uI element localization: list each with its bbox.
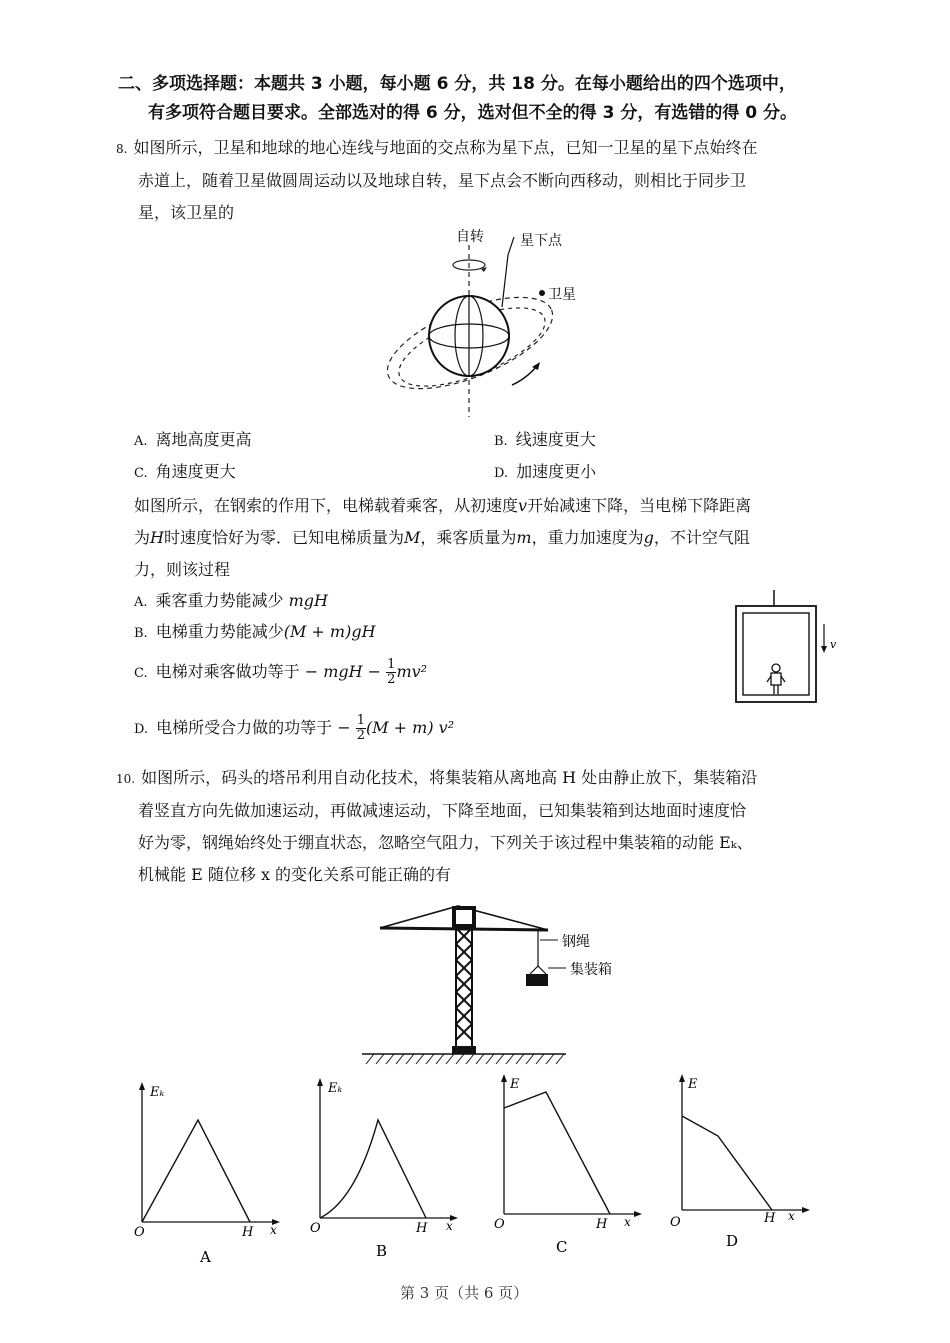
graph-b-curve bbox=[320, 1120, 426, 1218]
velocity-label: v bbox=[830, 638, 837, 651]
question-number: 10. bbox=[116, 772, 136, 786]
page-footer: 第 3 页（共 6 页） bbox=[400, 1284, 529, 1302]
subpoint-label: 星下点 bbox=[520, 233, 562, 249]
q9-option-c[interactable]: C. 电梯对乘客做功等于 − mgH − $\frac{1}{2}$ mv² bbox=[134, 657, 428, 687]
q8-option-c[interactable]: C. 角速度更大 bbox=[134, 462, 236, 481]
section-heading bbox=[118, 70, 858, 128]
graph-b-xlabel: x bbox=[446, 1219, 453, 1233]
graph-b-xmark: H bbox=[416, 1221, 428, 1236]
elevator-figure bbox=[730, 588, 840, 708]
satellite-earth-figure bbox=[380, 225, 580, 420]
question-10 bbox=[116, 762, 846, 891]
container-box bbox=[526, 974, 548, 986]
graph-c-xlabel: x bbox=[624, 1215, 631, 1229]
graph-d-xlabel: x bbox=[788, 1209, 795, 1223]
q8-line2: 赤道上，随着卫星做圆周运动以及地球自转，星下点会不断向西移动，则相比于同步卫 bbox=[138, 171, 747, 190]
graph-b[interactable] bbox=[306, 1074, 466, 1264]
graph-c-curve bbox=[504, 1092, 610, 1214]
q9-line2: 为H时速度恰好为零．已知电梯质量为M，乘客质量为m，重力加速度为g，不计空气阻 bbox=[134, 528, 750, 547]
q9-option-a[interactable]: A. 乘客重力势能减少 mgH bbox=[134, 591, 328, 610]
graph-c-ylabel: E bbox=[510, 1077, 520, 1092]
rope-label: 钢绳 bbox=[562, 934, 590, 950]
question-number: 8. bbox=[116, 142, 128, 156]
subpoint-pointer bbox=[502, 237, 514, 307]
q8-option-b[interactable]: B. 线速度更大 bbox=[494, 430, 596, 449]
passenger-icon bbox=[767, 664, 785, 694]
q9-line3: 力，则该过程 bbox=[134, 560, 231, 579]
graph-d-ylabel: E bbox=[688, 1077, 698, 1092]
graph-d-origin: O bbox=[670, 1215, 681, 1230]
graph-a-xmark: H bbox=[242, 1225, 254, 1240]
graph-a-ylabel: Eₖ bbox=[150, 1085, 165, 1100]
graph-a-caption: A bbox=[200, 1248, 211, 1266]
crane-tower bbox=[456, 926, 472, 1050]
container-label: 集装箱 bbox=[570, 962, 612, 978]
graph-b-ylabel: Eₖ bbox=[328, 1081, 343, 1096]
graph-c-caption: C bbox=[556, 1238, 568, 1256]
graph-b-origin: O bbox=[310, 1221, 321, 1236]
section-heading-line2: 有多项符合题目要求。全部选对的得 6 分，选对但不全的得 3 分，有选错的得 0 分。 bbox=[148, 103, 797, 123]
q8-line1: 如图所示，卫星和地球的地心连线与地面的交点称为星下点，已知一卫星的星下点始终在 bbox=[133, 138, 758, 157]
section-heading-line1: 二、多项选择题：本题共 3 小题，每小题 6 分，共 18 分。在每小题给出的四个选项中， bbox=[118, 74, 796, 94]
question-9 bbox=[134, 490, 844, 586]
satellite-label: 卫星 bbox=[548, 287, 576, 303]
graph-d-curve bbox=[682, 1116, 772, 1210]
q10-line4: 机械能 E 随位移 x 的变化关系可能正确的有 bbox=[138, 865, 452, 884]
graph-c-xmark: H bbox=[596, 1217, 608, 1232]
graph-a-xlabel: x bbox=[270, 1223, 277, 1237]
graph-a-curve bbox=[142, 1120, 250, 1222]
graph-a-origin: O bbox=[134, 1225, 145, 1240]
graph-d-xmark: H bbox=[764, 1211, 776, 1226]
graph-c[interactable] bbox=[490, 1070, 650, 1260]
q9-line1: 如图所示，在钢索的作用下，电梯载着乘客，从初速度v开始减速下降，当电梯下降距离 bbox=[134, 496, 752, 515]
q8-option-a[interactable]: A. 离地高度更高 bbox=[134, 430, 252, 449]
q8-option-d[interactable]: D. 加速度更小 bbox=[494, 462, 597, 481]
q10-line1: 如图所示，码头的塔吊利用自动化技术，将集装箱从离地高 H 处由静止放下，集装箱沿 bbox=[141, 768, 758, 787]
crane-figure bbox=[360, 888, 640, 1070]
q9-option-b[interactable]: B. 电梯重力势能减少(M + m)gH bbox=[134, 622, 376, 641]
graph-c-origin: O bbox=[494, 1217, 505, 1232]
q10-line3: 好为零，钢绳始终处于绷直状态，忽略空气阻力，下列关于该过程中集装箱的动能 Eₖ、 bbox=[138, 833, 753, 852]
question-8 bbox=[116, 132, 846, 229]
crane-jib bbox=[380, 928, 548, 930]
q8-line3: 星，该卫星的 bbox=[138, 203, 235, 222]
rotation-label: 自转 bbox=[456, 229, 484, 245]
elevator-car bbox=[736, 606, 816, 702]
satellite-dot bbox=[539, 290, 545, 296]
q10-line2: 着竖直方向先做加速运动，再做减速运动，下降至地面，已知集装箱到达地面时速度恰 bbox=[138, 801, 747, 820]
q9-option-d[interactable]: D. 电梯所受合力做的功等于 − $\frac{1}{2}$ (M + m) v² bbox=[134, 713, 455, 743]
graph-a[interactable] bbox=[128, 1078, 288, 1268]
graph-d-caption: D bbox=[726, 1232, 739, 1250]
graph-b-caption: B bbox=[376, 1242, 388, 1260]
graph-d[interactable] bbox=[668, 1070, 828, 1260]
crane-cab bbox=[454, 908, 474, 926]
